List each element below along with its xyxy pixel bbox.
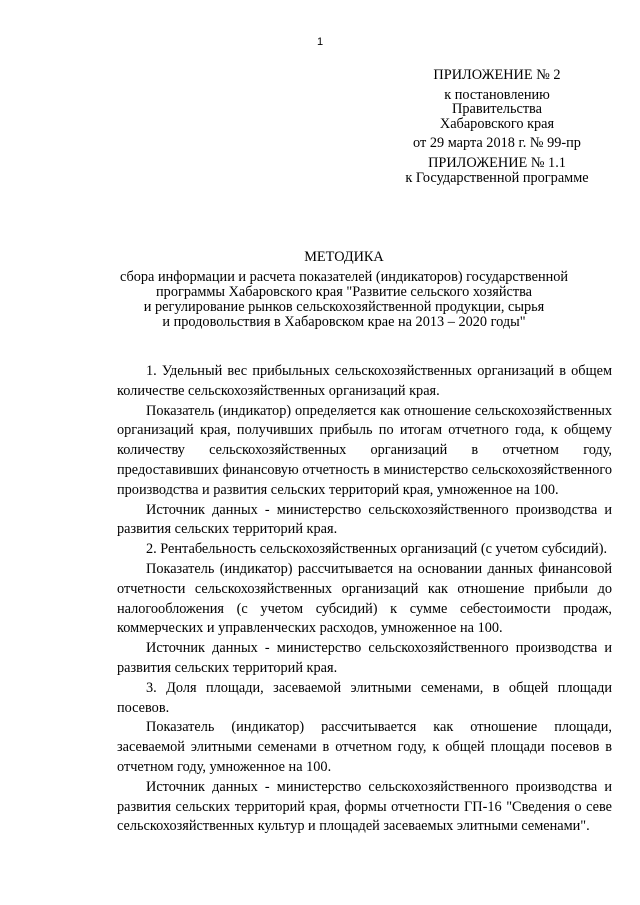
subtitle-line: и продовольствия в Хабаровском крае на 2013 – 2020 годы" bbox=[162, 314, 526, 330]
item-heading-paragraph: 3. Доля площади, засеваемой элитными семенами, в общей площади посевов. bbox=[117, 679, 612, 716]
appendix-title: ПРИЛОЖЕНИЕ № 2 bbox=[433, 67, 561, 83]
appendix-date: от 29 марта 2018 г. № 99-пр bbox=[413, 135, 581, 152]
data-source-paragraph: Источник данных - министерство сельскохозяйственного производства и развития сельских территорий края, формы отчетности ГП-16 "Сведения о севе сельскохозяйственных культур и площадей засеваемых элитными семенами". bbox=[117, 778, 612, 835]
appendix-line: Хабаровского края bbox=[439, 115, 555, 132]
subtitle-line: и регулирование рынков сельскохозяйственной продукции, сырья bbox=[143, 299, 545, 315]
item-heading-paragraph: 1. Удельный вес прибыльных сельскохозяйственных организаций в общем количестве сельскохозяйственных организаций края. bbox=[117, 363, 612, 399]
appendix-block bbox=[390, 68, 604, 185]
data-source-paragraph: Источник данных - министерство сельскохозяйственного производства и развития сельских территорий края. bbox=[117, 640, 612, 676]
appendix-line-2: к Государственной программе bbox=[405, 169, 589, 186]
indicator-description-paragraph: Показатель (индикатор) рассчитывается как отношение площади, засеваемой элитными семенами в отчетном году, к общей площади посевов в отчетном году, умноженное на 100. bbox=[117, 719, 612, 775]
subtitle-line: программы Хабаровского края "Развитие сельского хозяйства bbox=[156, 284, 532, 300]
indicator-description-paragraph: Показатель (индикатор) рассчитывается на основании данных финансовой отчетности сельскохозяйственных организаций как отношение прибыли до налогообложения (с учетом субсидий) к сумме себестоимости продаж, коммерческих и управленческих расходов, умноженное на 100. bbox=[117, 560, 612, 637]
data-source-paragraph: Источник данных - министерство сельскохозяйственного производства и развития сельских территорий края. bbox=[117, 501, 612, 538]
indicator-description-paragraph: Показатель (индикатор) определяется как отношение сельскохозяйственных организаций края, получивших прибыль по итогам отчетного года, к общему количеству сельскохозяйственных организаций в отчетном году, предоставивших финансовую отчетность в министерство сельскохозяйственного производства и развития сельских территорий края, умноженное на 100. bbox=[117, 402, 612, 498]
appendix-line: Правительства bbox=[452, 101, 542, 118]
document-body bbox=[117, 362, 612, 837]
appendix-title-2: ПРИЛОЖЕНИЕ № 1.1 bbox=[428, 154, 566, 171]
document-heading: МЕТОДИКА bbox=[304, 249, 384, 265]
document-title bbox=[80, 250, 608, 330]
appendix-line: к постановлению bbox=[444, 86, 550, 103]
item-heading-paragraph: 2. Рентабельность сельскохозяйственных организаций (с учетом субсидий). bbox=[146, 541, 608, 558]
subtitle-line: сбора информации и расчета показателей (индикаторов) государственной bbox=[119, 269, 569, 285]
page-number: 1 bbox=[316, 36, 324, 48]
